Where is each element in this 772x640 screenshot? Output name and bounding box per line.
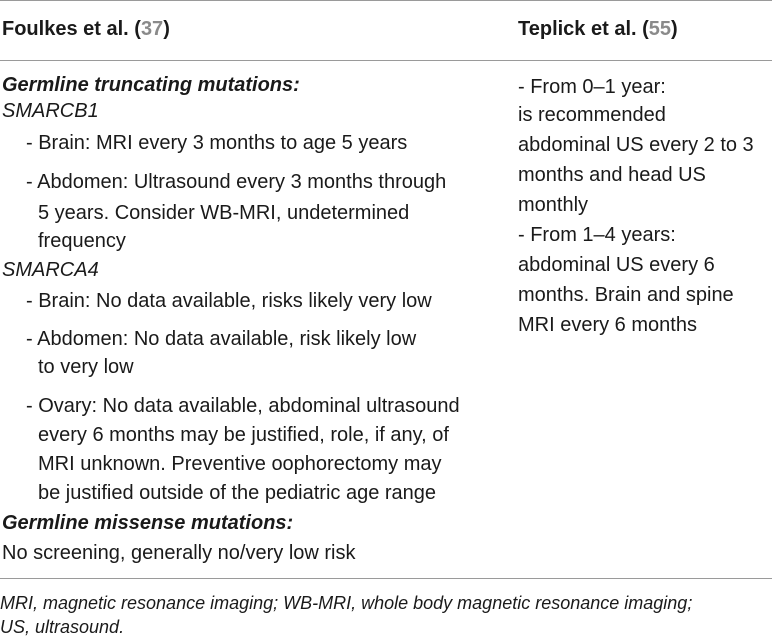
smarca4-ovary-line: MRI unknown. Preventive oophorectomy may <box>38 453 442 475</box>
smarcb1-abdomen-line: 5 years. Consider WB-MRI, undetermined <box>38 202 410 224</box>
teplick-line: months and head US <box>518 164 706 186</box>
header-author: Teplick et al. <box>518 18 637 40</box>
smarcb1-abdomen-line: - Abdomen: Ultrasound every 3 months through <box>26 171 447 193</box>
gene-smarcb1: SMARCB1 <box>2 100 99 122</box>
table-footnote-line: US, ultrasound. <box>0 617 125 637</box>
reference-link[interactable]: 37 <box>140 18 164 40</box>
smarca4-abdomen-line: to very low <box>38 356 134 378</box>
gene-smarca4: SMARCA4 <box>2 259 99 281</box>
column-header-teplick: Teplick et al. (55) <box>518 18 678 40</box>
truncating-heading: Germline truncating mutations: <box>2 74 300 96</box>
teplick-line: MRI every 6 months <box>518 314 697 336</box>
teplick-line: abdominal US every 6 <box>518 254 715 276</box>
teplick-line: abdominal US every 2 to 3 <box>518 134 754 156</box>
missense-text: No screening, generally no/very low risk <box>2 542 356 564</box>
teplick-line: monthly <box>518 194 589 216</box>
smarca4-abdomen-line: - Abdomen: No data available, risk likely low <box>26 328 417 350</box>
bottom-rule <box>0 578 772 579</box>
header-author: Foulkes et al. <box>2 18 129 40</box>
top-rule <box>0 0 772 1</box>
header-rule <box>0 60 772 61</box>
missense-heading: Germline missense mutations: <box>2 512 294 534</box>
teplick-line: - From 0–1 year: <box>518 76 666 98</box>
table-footnote-line: MRI, magnetic resonance imaging; WB-MRI, whole body magnetic resonance imaging; <box>0 593 693 613</box>
smarca4-ovary-line: every 6 months may be justified, role, if any, of <box>38 424 449 446</box>
smarca4-ovary-line: be justified outside of the pediatric age range <box>38 482 437 504</box>
reference-link[interactable]: 55 <box>648 18 672 40</box>
smarcb1-brain-line: - Brain: MRI every 3 months to age 5 years <box>26 132 408 154</box>
smarca4-brain-line: - Brain: No data available, risks likely very low <box>26 290 432 312</box>
smarca4-ovary-line: - Ovary: No data available, abdominal ultrasound <box>26 395 460 417</box>
smarcb1-abdomen-line: frequency <box>38 230 126 252</box>
column-header-foulkes: Foulkes et al. (37) <box>2 18 170 40</box>
teplick-line: is recommended <box>518 104 666 126</box>
teplick-line: months. Brain and spine <box>518 284 734 306</box>
teplick-line: - From 1–4 years: <box>518 224 676 246</box>
